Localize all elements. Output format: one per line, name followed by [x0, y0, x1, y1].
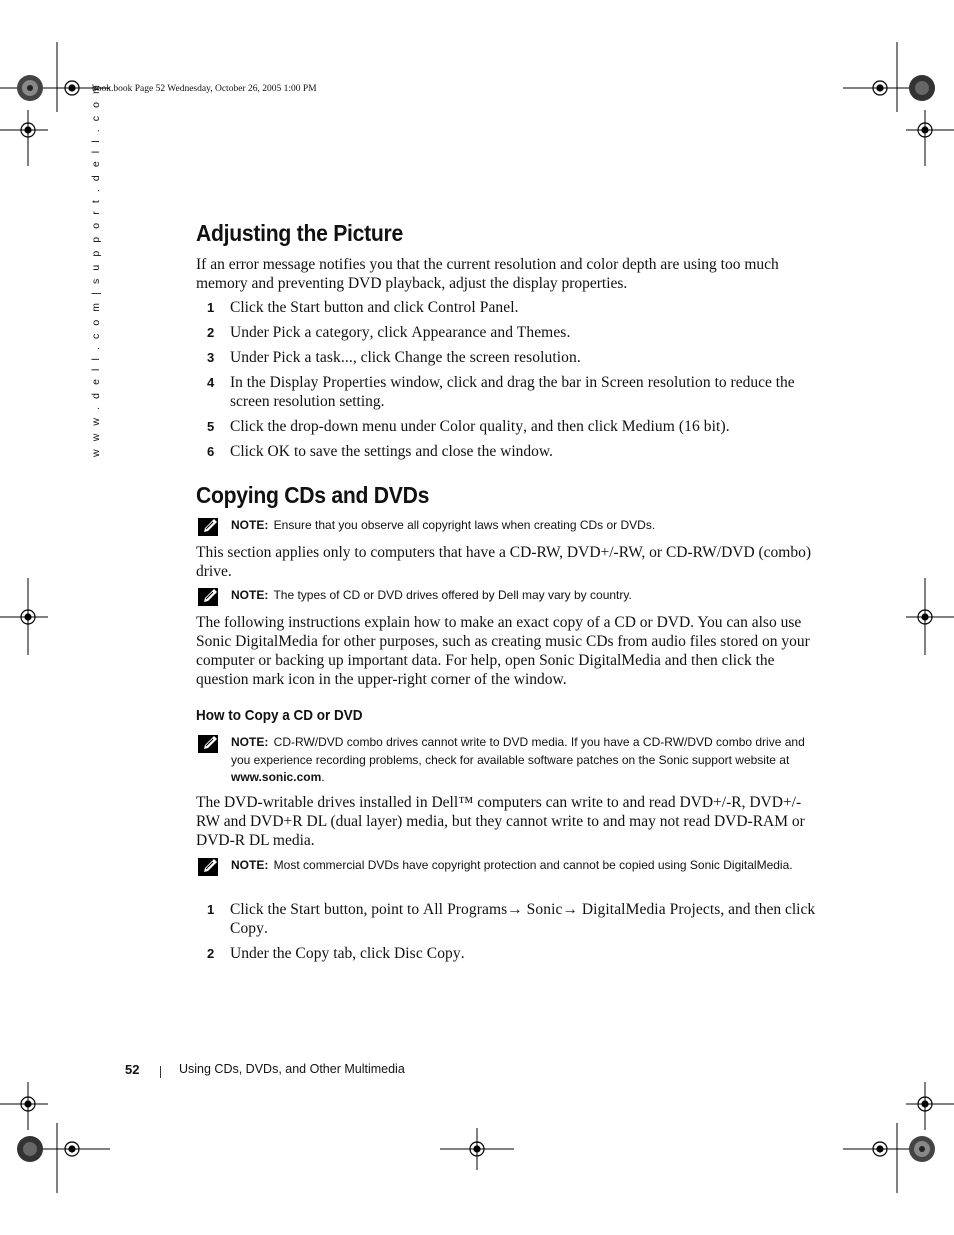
step-item	[207, 348, 819, 367]
step-number: 6	[207, 444, 215, 459]
sidebar-url: w w w . d e l l . c o m | s u p p o r t . d e l l . c o m	[90, 82, 102, 457]
step-number: 2	[207, 946, 215, 961]
chapter-title: Using CDs, DVDs, and Other Multimedia	[179, 1062, 405, 1076]
step-item	[207, 944, 819, 963]
step-text: Click the Start button and click Control Panel.	[230, 299, 519, 316]
note-text: NOTE: CD-RW/DVD combo drives cannot write to DVD media. If you have a CD-RW/DVD combo drive and you experience recording problems, check for available software patches on the Sonic support website at www.sonic.com.	[231, 735, 805, 784]
step-text: Click the drop-down menu under Color quality, and then click Medium (16 bit).	[230, 418, 730, 435]
step-text: Under Pick a task..., click Change the screen resolution.	[230, 349, 581, 366]
step-number: 1	[207, 902, 215, 917]
note-text: NOTE: Ensure that you observe all copyright laws when creating CDs or DVDs.	[231, 518, 656, 532]
section-intro: If an error message notifies you that the current resolution and color depth are using too much memory and preventing DVD playback, adjust the display properties.	[196, 256, 779, 292]
subsection-title: How to Copy a CD or DVD	[196, 707, 363, 724]
pencil-note-icon	[198, 587, 222, 612]
step-item	[207, 442, 819, 461]
pencil-note-icon	[198, 857, 222, 882]
step-number: 1	[207, 300, 215, 315]
step-item	[207, 900, 819, 938]
step-number: 2	[207, 325, 215, 340]
pencil-note-icon	[198, 734, 222, 759]
section-title-adjusting: Adjusting the Picture	[196, 220, 403, 246]
step-text: Click the Start button, point to All Programs→ Sonic→ DigitalMedia Projects, and then click Copy.	[230, 901, 816, 937]
step-number: 4	[207, 375, 215, 390]
step-item	[207, 373, 819, 411]
sonic-website-link[interactable]: www.sonic.com	[231, 770, 322, 784]
step-number: 3	[207, 350, 215, 365]
instructions-paragraph: The following instructions explain how to make an exact copy of a CD or DVD. You can also use Sonic DigitalMedia for other purposes, such as creating music CDs from audio files stored on your computer or backing up important data. For help, open Sonic DigitalMedia and then click the question mark icon in the upper-right corner of the window.	[196, 614, 810, 688]
print-header-info: book.book Page 52 Wednesday, October 26, 2005 1:00 PM	[92, 84, 317, 94]
footer-divider	[160, 1066, 161, 1078]
note-block	[198, 734, 808, 787]
note-block	[198, 587, 808, 605]
step-text: Under the Copy tab, click Disc Copy.	[230, 945, 465, 962]
pencil-note-icon	[198, 517, 222, 542]
note-text: NOTE: Most commercial DVDs have copyright protection and cannot be copied using Sonic DigitalMedia.	[231, 858, 793, 872]
note-block	[198, 517, 808, 535]
note-block	[198, 857, 808, 875]
dvd-writable-paragraph: The DVD-writable drives installed in Dell™ computers can write to and read DVD+/-R, DVD+/-RW and DVD+R DL (dual layer) media, but they cannot write to and may not read DVD-RAM or DVD-R DL media.	[196, 794, 805, 849]
step-text: In the Display Properties window, click and drag the bar in Screen resolution to reduce the screen resolution setting.	[230, 374, 795, 410]
step-text: Click OK to save the settings and close the window.	[230, 443, 553, 460]
combo-drive-paragraph: This section applies only to computers that have a CD-RW, DVD+/-RW, or CD-RW/DVD (combo) drive.	[196, 544, 812, 580]
section-title-copying: Copying CDs and DVDs	[196, 482, 430, 508]
step-item	[207, 323, 819, 342]
step-item	[207, 298, 819, 317]
page-number: 52	[125, 1062, 140, 1077]
step-item	[207, 417, 819, 436]
note-text: NOTE: The types of CD or DVD drives offered by Dell may vary by country.	[231, 588, 632, 602]
step-text: Under Pick a category, click Appearance and Themes.	[230, 324, 571, 341]
step-number: 5	[207, 419, 215, 434]
